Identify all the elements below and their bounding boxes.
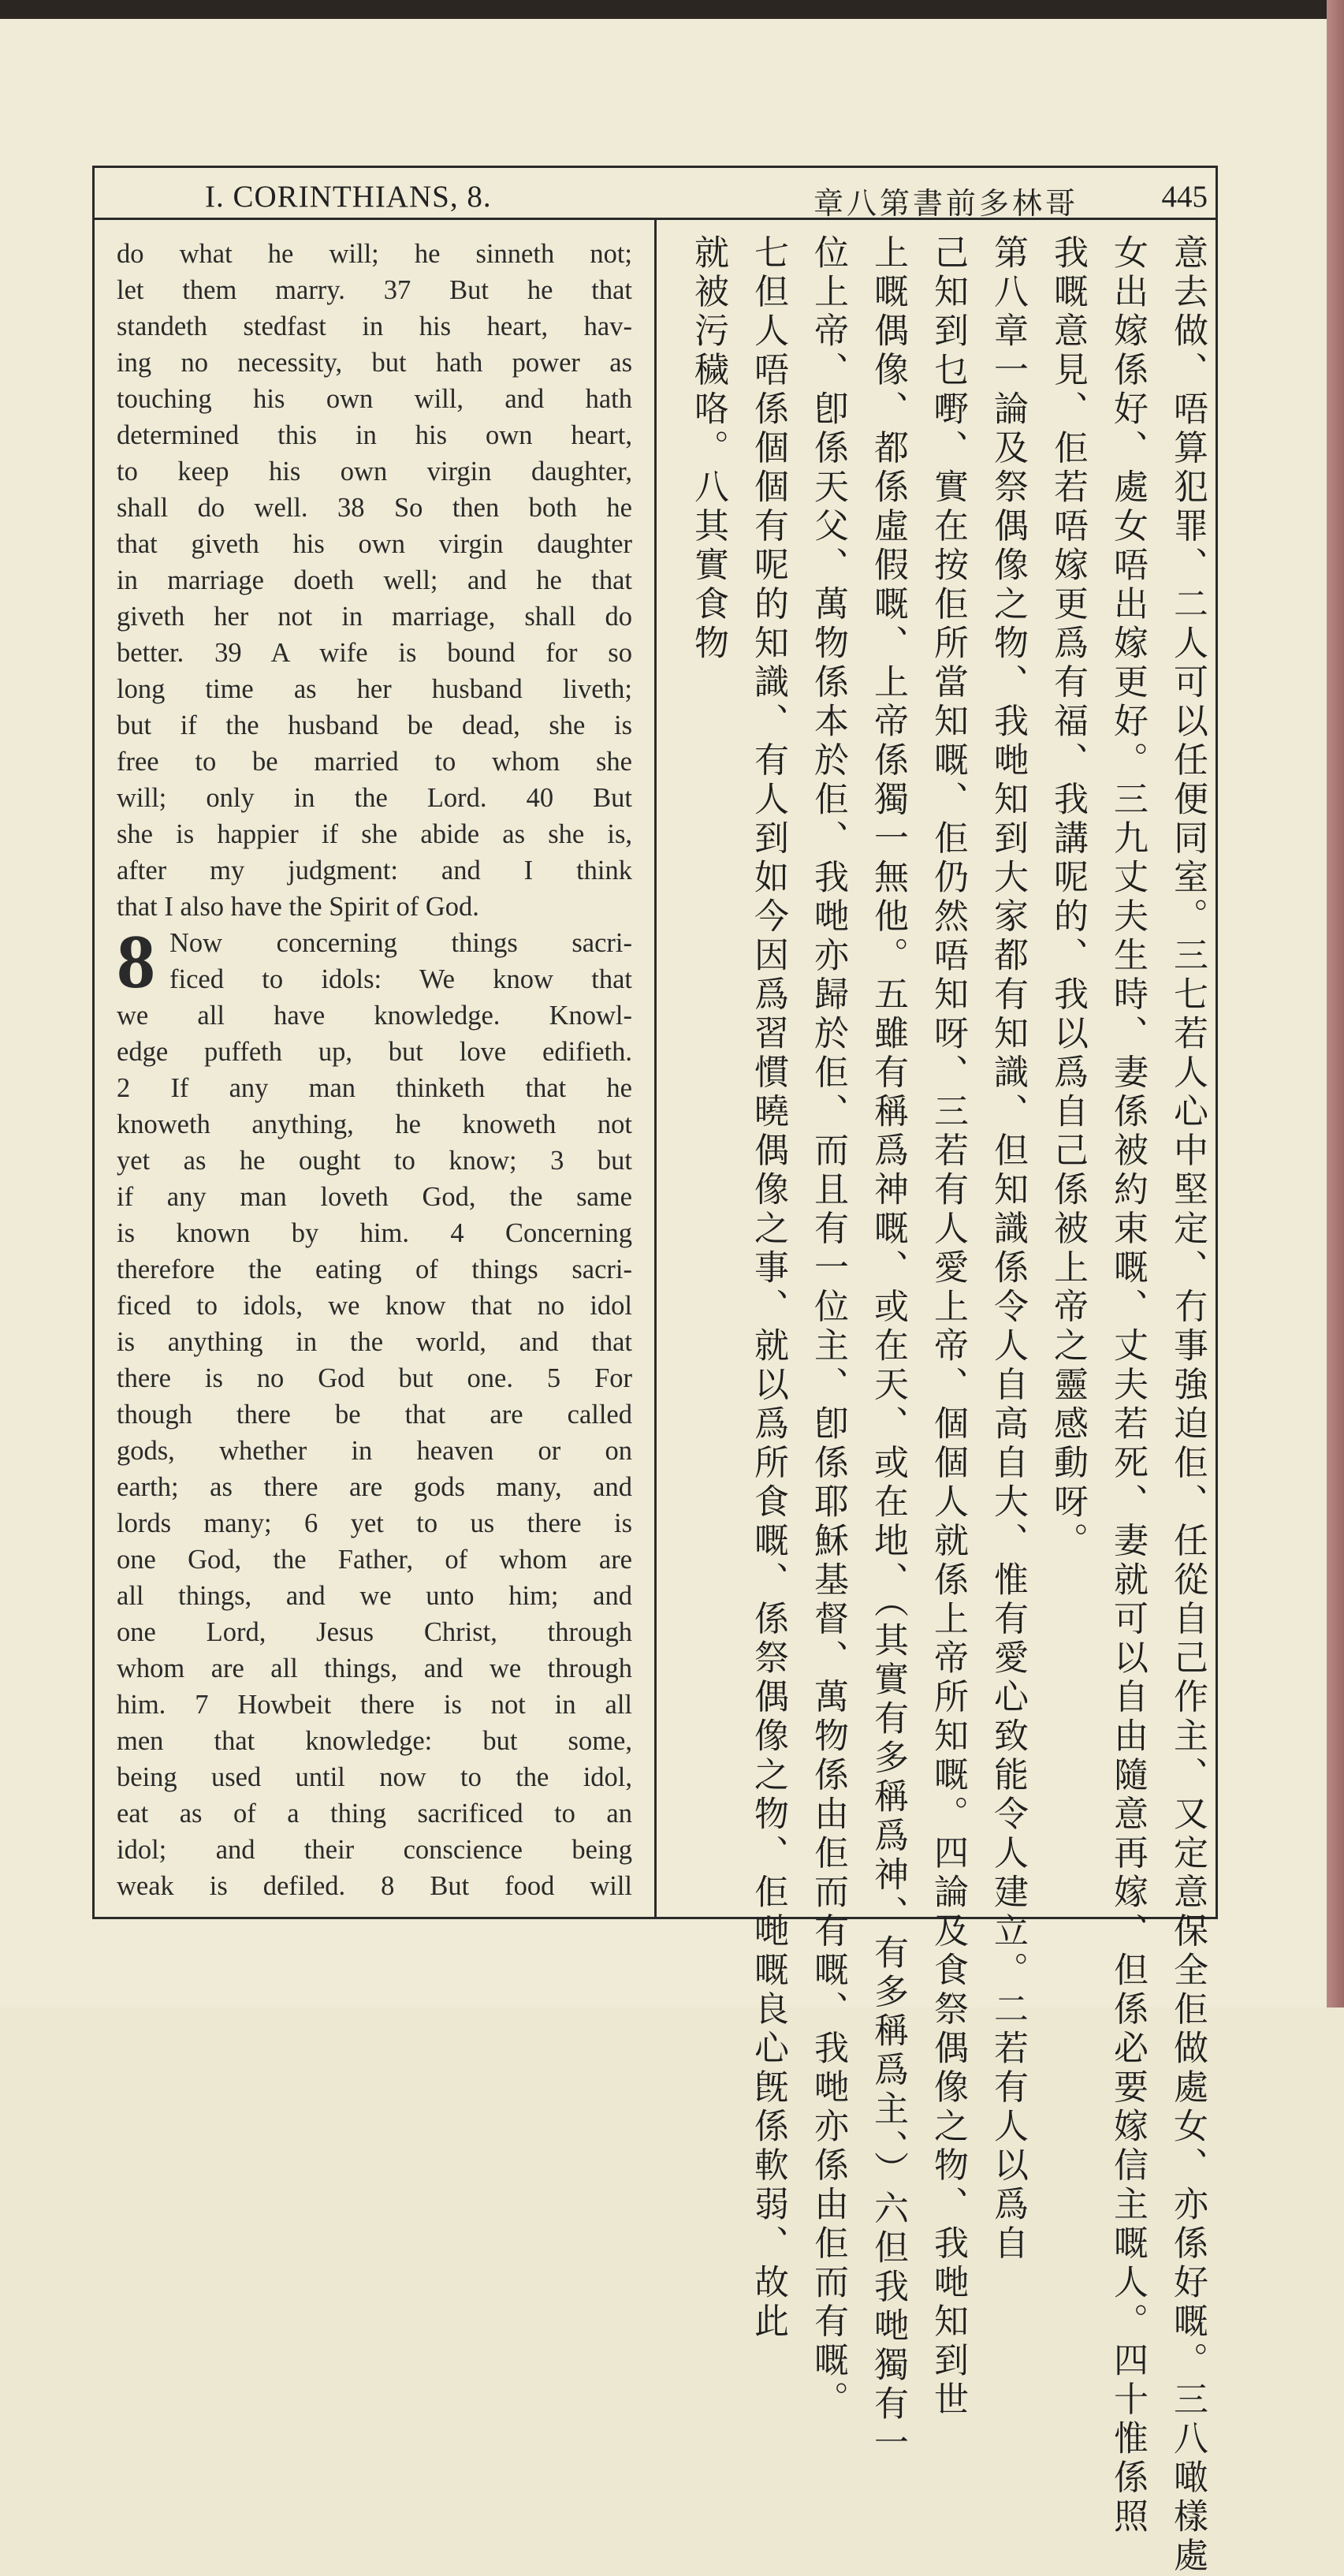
chinese-column: 七但人唔係個個有呢的知識、有人到如今因爲習慣曉偶像之事、就以爲所食嘅、係祭偶像之物、佢哋嘅良心旣係軟弱、故此 bbox=[748, 234, 788, 2342]
english-line: though there be that are called bbox=[117, 1400, 632, 1430]
english-line: in marriage doeth well; and he that bbox=[117, 565, 632, 595]
english-line: being used until now to the idol, bbox=[117, 1762, 632, 1792]
english-line: edge puffeth up, but love edifieth. bbox=[117, 1037, 632, 1067]
english-line: shall do well. 38 So then both he bbox=[117, 493, 632, 523]
english-line: we all have knowledge. Knowl- bbox=[117, 1001, 632, 1031]
english-line: do what he will; he sinneth not; bbox=[117, 239, 632, 269]
english-line: eat as of a thing sacrificed to an bbox=[117, 1799, 632, 1829]
chinese-column: 我嘅意見、佢若唔嫁更爲有福、我講呢的、我以爲自己係被上帝之靈感動呀。 bbox=[1048, 234, 1088, 1561]
english-line: giveth her not in marriage, shall do bbox=[117, 602, 632, 632]
english-line: she is happier if she abide as she is, bbox=[117, 819, 632, 849]
english-line: is known by him. 4 Concerning bbox=[117, 1218, 632, 1248]
running-header bbox=[95, 168, 1216, 220]
chinese-column: 第八章一論及祭偶像之物、我哋知到大家都有知識、但知識係令人自高自大、惟有愛心致能令人建立。二若有人以爲自 bbox=[988, 234, 1028, 2264]
english-line: ing no necessity, but hath power as bbox=[117, 348, 632, 378]
english-line: therefore the eating of things sacri- bbox=[117, 1254, 632, 1284]
chapter-start bbox=[117, 919, 632, 1005]
page-number: 445 bbox=[1161, 180, 1208, 214]
english-line: ficed to idols, we know that no idol bbox=[117, 1291, 632, 1321]
chapter-number: 8 bbox=[117, 919, 155, 1005]
english-line: touching his own will, and hath bbox=[117, 384, 632, 414]
english-line: all things, and we unto him; and bbox=[117, 1581, 632, 1611]
chinese-column: 女出嫁係好、處女唔出嫁更好。三九丈夫生時、妻係被約束嘅、丈夫若死、妻就可以自由隨意再嫁、但係必要嫁信主嘅人。四十惟係照 bbox=[1108, 234, 1148, 2537]
english-line: one Lord, Jesus Christ, through bbox=[117, 1617, 632, 1647]
english-line: lords many; 6 yet to us there is bbox=[117, 1508, 632, 1538]
english-line: weak is defiled. 8 But food will bbox=[117, 1871, 632, 1901]
english-line: knoweth anything, he knoweth not bbox=[117, 1109, 632, 1139]
english-line: free to be married to whom she bbox=[117, 747, 632, 777]
english-line: will; only in the Lord. 40 But bbox=[117, 783, 632, 813]
chinese-column: 意去做、唔算犯罪、二人可以任便同室。三七若人心中堅定、冇事強迫佢、任從自己作主、又定意保全佢做處女、亦係好嘅。三八噉樣處 bbox=[1167, 234, 1208, 2576]
english-line: long time as her husband liveth; bbox=[117, 674, 632, 704]
book-cover-edge bbox=[1327, 0, 1344, 2007]
english-line: better. 39 A wife is bound for so bbox=[117, 638, 632, 668]
english-line: gods, whether in heaven or on bbox=[117, 1436, 632, 1466]
english-line: standeth stedfast in his heart, hav- bbox=[117, 311, 632, 341]
chinese-column: 位上帝、卽係天父、萬物係本於佢、我哋亦歸於佢、而且有一位主、卽係耶穌基督、萬物係由佢而有嘅、我哋亦係由佢而有嘅。 bbox=[808, 234, 848, 2420]
english-line: is anything in the world, and that bbox=[117, 1327, 632, 1357]
text-frame bbox=[92, 166, 1218, 2576]
chinese-column: 就被污穢咯。八其實食物 bbox=[688, 234, 728, 664]
english-line: after my judgment: and I think bbox=[117, 856, 632, 885]
english-line: determined this in his own heart, bbox=[117, 420, 632, 450]
book-page bbox=[0, 19, 1327, 2576]
chinese-column: 上嘅偶像、都係虛假嘅、上帝係獨一無他。五雖有稱爲神嘅、或在天、或在地、（其實有多稱爲神、有多稱爲主、）六但我哋獨有一 bbox=[868, 234, 908, 2463]
english-line: ficed to idols: We know that bbox=[169, 964, 632, 994]
english-line: him. 7 Howbeit there is not in all bbox=[117, 1690, 632, 1720]
english-text-column bbox=[117, 236, 632, 1904]
english-line: one God, the Father, of whom are bbox=[117, 1545, 632, 1575]
english-line: idol; and their conscience being bbox=[117, 1835, 632, 1865]
english-line: that giveth his own virgin daughter bbox=[117, 529, 632, 559]
english-line: men that knowledge: but some, bbox=[117, 1726, 632, 1756]
chinese-column: 己知到乜嘢、實在按佢所當知嘅、佢仍然唔知呀、三若有人愛上帝、個個人就係上帝所知嘅。四論及食祭偶像之物、我哋知到世 bbox=[928, 234, 968, 2420]
english-line: but if the husband be dead, she is bbox=[117, 710, 632, 740]
page-top-edge bbox=[0, 0, 1344, 19]
english-line: whom are all things, and we through bbox=[117, 1653, 632, 1683]
chinese-text-column bbox=[676, 234, 1209, 2576]
english-line: Now concerning things sacri- bbox=[169, 928, 632, 958]
english-line: 2 If any man thinketh that he bbox=[117, 1073, 632, 1103]
english-line: to keep his own virgin daughter, bbox=[117, 457, 632, 486]
english-line: there is no God but one. 5 For bbox=[117, 1363, 632, 1393]
english-line: yet as he ought to know; 3 but bbox=[117, 1146, 632, 1176]
column-divider bbox=[654, 220, 657, 1918]
english-line: that I also have the Spirit of God. bbox=[117, 892, 479, 922]
english-line: let them marry. 37 But he that bbox=[117, 275, 632, 305]
english-running-title: I. CORINTHIANS, 8. bbox=[205, 180, 492, 214]
chinese-running-title: 哥林多前書第八章 bbox=[813, 186, 1079, 221]
english-line: earth; as there are gods many, and bbox=[117, 1472, 632, 1502]
english-line: if any man loveth God, the same bbox=[117, 1182, 632, 1212]
